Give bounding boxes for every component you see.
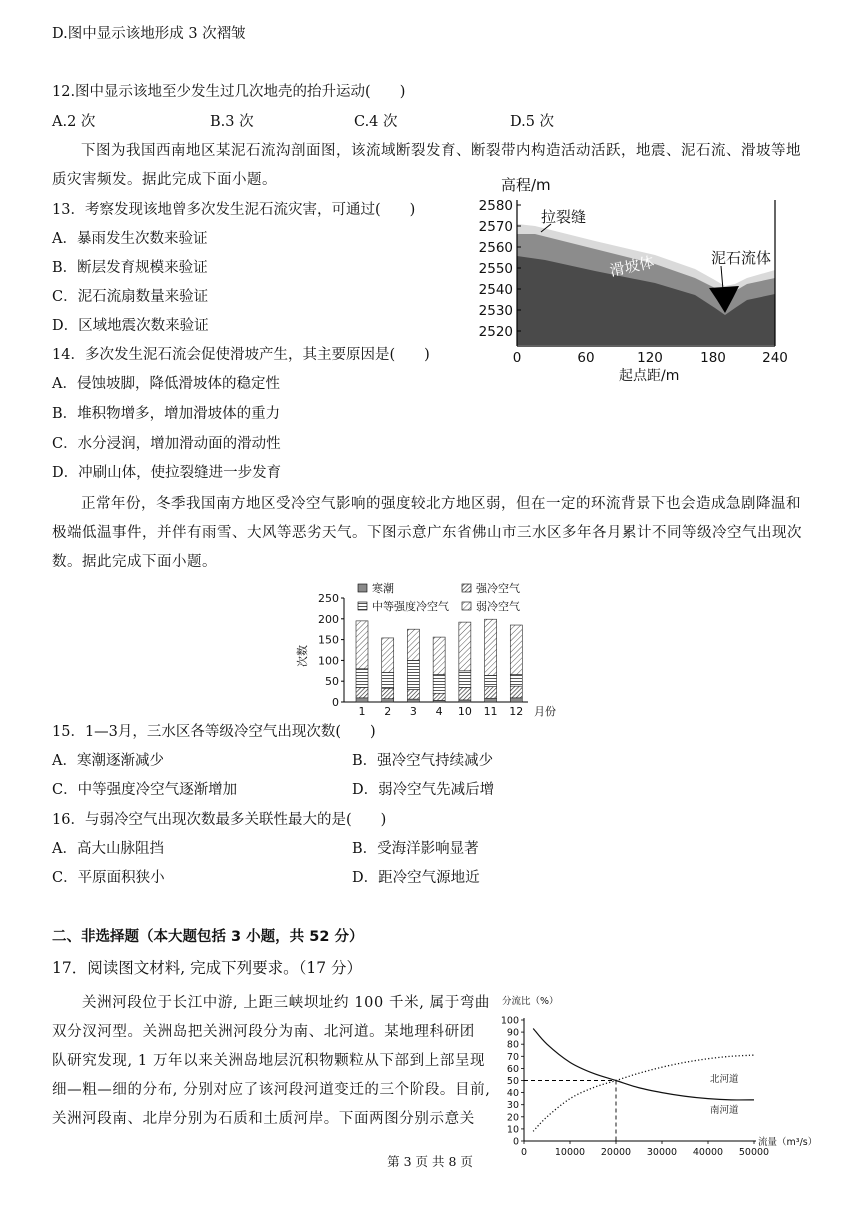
q12-stem: 12.图中显示该地至少发生过几次地壳的抬升运动( ) xyxy=(52,84,406,100)
line-y-tick-label: 80 xyxy=(506,1039,519,1051)
q13-stem: 13．考察发现该地曾多次发生泥石流灾害，可通过( ) xyxy=(52,202,416,218)
q16-option-a: A．高大山脉阻挡 xyxy=(52,841,164,857)
q13-option-d: D．区域地震次数来验证 xyxy=(52,318,209,334)
bar-x-tick-label: 11 xyxy=(483,705,498,718)
q12-option-c: C.4 次 xyxy=(354,114,398,130)
line-x-tick-label: 50000 xyxy=(738,1147,770,1158)
series-label-south: 南河道 xyxy=(710,1105,739,1116)
bar-segment xyxy=(382,638,394,673)
debris-flow-profile-figure xyxy=(475,170,805,382)
bar-x-tick-label: 3 xyxy=(409,705,417,718)
bar-segment xyxy=(459,700,471,702)
q14-stem: 14．多次发生泥石流会促使滑坡产生，其主要原因是( ) xyxy=(52,347,430,363)
q13-option-b: B．断层发育规模来验证 xyxy=(52,260,208,276)
profile-y-tick: 2550 xyxy=(478,261,513,277)
bar-y-tick-label: 0 xyxy=(332,696,339,709)
bar-segment xyxy=(356,687,368,697)
bar-y-tick-label: 250 xyxy=(318,592,339,605)
profile-y-tick: 2560 xyxy=(478,240,513,256)
diversion-ratio-line-chart xyxy=(494,990,820,1170)
bar-segment xyxy=(510,698,522,702)
page-footer: 第 3 页 共 8 页 xyxy=(387,1154,473,1169)
q15-option-a: A．寒潮逐渐减少 xyxy=(52,753,164,769)
bar-segment xyxy=(459,622,471,671)
q14-option-c: C．水分浸润，增加滑动面的滑动性 xyxy=(52,436,281,452)
line-chart-ylabel: 分流比（%） xyxy=(502,996,559,1007)
bar-segment xyxy=(510,686,522,698)
bar-segment xyxy=(382,672,394,688)
line-y-tick-label: 70 xyxy=(506,1051,519,1063)
bar-segment xyxy=(510,675,522,687)
intro-13-14: 下图为我国西南地区某泥石流沟剖面图，该流域断裂发育、断裂带内构造活动活跃，地震、泥石流、滑坡等地质灾害频发。据此完成下面小题。 xyxy=(52,143,801,188)
landslide-label: 滑坡体 xyxy=(608,252,656,280)
bar-x-tick-label: 12 xyxy=(509,705,524,718)
bar-segment xyxy=(356,698,368,702)
bar-segment xyxy=(510,625,522,675)
line-y-tick-label: 0 xyxy=(512,1136,519,1148)
profile-y-tick: 2540 xyxy=(478,282,513,298)
q17-line: 队研究发现, 1 万年以来关洲岛地层沉积物颗粒从下部到上部呈现 xyxy=(52,1053,486,1069)
bar-segment xyxy=(433,675,445,694)
bar-chart-legend xyxy=(358,581,520,613)
bar-y-tick-label: 200 xyxy=(318,612,339,626)
q15-stem: 15．1—3月，三水区各等级冷空气出现次数( ) xyxy=(52,724,376,740)
q13-option-a: A．暴雨发生次数来验证 xyxy=(52,231,208,247)
profile-x-tick: 240 xyxy=(762,350,788,366)
profile-y-axis-label: 高程/m xyxy=(501,176,551,194)
bar-x-tick-label: 1 xyxy=(358,705,366,718)
q12-option-d: D.5 次 xyxy=(510,114,555,130)
line-x-tick-label: 0 xyxy=(520,1147,528,1158)
intro-15-16: 正常年份，冬季我国南方地区受冷空气影响的强度较北方地区弱，但在一定的环流背景下也会造成急剧降温和极端低温事件，并伴有雨雪、大风等恶劣天气。下图示意广东省佛山市三水区多年各月累计不同等级冷空气出现次数。据此完成下面小题。 xyxy=(52,496,802,570)
line-y-tick-label: 90 xyxy=(506,1027,519,1039)
q17-stem: 17．阅读图文材料, 完成下列要求。（17 分） xyxy=(52,959,362,977)
q17-line: 关洲河段位于长江中游, 上距三峡坝址约 100 千米, 属于弯曲 xyxy=(82,995,491,1011)
bar-segment xyxy=(485,675,497,686)
q16-stem: 16．与弱冷空气出现次数最多关联性最大的是( ) xyxy=(52,812,387,828)
line-x-tick-label: 30000 xyxy=(646,1147,678,1158)
q12-option-a: A.2 次 xyxy=(52,114,96,130)
q12-option-b: B.3 次 xyxy=(210,114,254,130)
series-label-north: 北河道 xyxy=(710,1074,739,1085)
profile-y-tick: 2570 xyxy=(478,219,513,235)
bar-y-tick-label: 100 xyxy=(318,654,339,668)
q15-option-b: B．强冷空气持续减少 xyxy=(352,753,494,769)
legend-label: 弱冷空气 xyxy=(476,600,520,613)
q16-option-d: D．距冷空气源地近 xyxy=(352,870,480,886)
q17-line: 关洲河段南、北岸分别为石质和土质河岸。下面两图分别示意关 xyxy=(52,1111,475,1127)
q14-option-d: D．冲刷山体，使拉裂缝进一步发育 xyxy=(52,465,282,481)
line-y-tick-label: 100 xyxy=(500,1015,519,1027)
bar-segment xyxy=(433,637,445,674)
bar-segment xyxy=(485,698,497,702)
q15-option-d: D．弱冷空气先减后增 xyxy=(352,782,495,798)
q17-line: 细—粗—细的分布, 分别对应了该河段河道变迁的三个阶段。目前, xyxy=(52,1082,491,1098)
crack-label: 拉裂缝 xyxy=(541,208,587,226)
bar-segment xyxy=(407,660,419,689)
bar-chart-xlabel-suffix: 月份 xyxy=(534,705,556,718)
line-x-tick-label: 40000 xyxy=(692,1147,724,1158)
bar-segment xyxy=(459,671,471,688)
line-y-tick-label: 40 xyxy=(506,1088,519,1100)
cold-air-stacked-bar-chart xyxy=(296,578,566,718)
south-channel-series-line xyxy=(533,1028,754,1099)
profile-x-tick: 0 xyxy=(512,350,522,366)
legend-label: 强冷空气 xyxy=(476,582,520,595)
q13-option-c: C．泥石流扇数量来验证 xyxy=(52,289,209,305)
legend-label: 寒潮 xyxy=(372,582,394,595)
bar-chart-ylabel: 次数 xyxy=(296,645,309,667)
bar-segment xyxy=(407,699,419,702)
line-x-tick-label: 10000 xyxy=(554,1147,586,1158)
line-y-tick-label: 50 xyxy=(506,1076,519,1087)
bar-x-tick-label: 2 xyxy=(384,705,392,718)
bar-segment xyxy=(407,629,419,660)
debris-label: 泥石流体 xyxy=(711,249,772,267)
bar-segment xyxy=(382,688,394,698)
bar-segment xyxy=(382,699,394,702)
profile-y-tick: 2530 xyxy=(478,303,513,319)
q15-option-c: C．中等强度冷空气逐渐增加 xyxy=(52,782,238,798)
bar-segment xyxy=(407,690,419,700)
legend-label: 中等强度冷空气 xyxy=(372,600,449,613)
q17-line: 双分汊河型。关洲岛把关洲河段分为南、北河道。某地理科研团 xyxy=(52,1024,475,1040)
q16-option-c: C．平原面积狭小 xyxy=(52,870,165,886)
bar-x-tick-label: 4 xyxy=(435,705,443,718)
profile-y-tick: 2520 xyxy=(478,324,513,340)
line-y-tick-label: 30 xyxy=(506,1100,519,1112)
bar-segment xyxy=(459,687,471,699)
bar-segment xyxy=(485,687,497,699)
profile-x-tick: 180 xyxy=(700,350,726,366)
profile-x-tick: 60 xyxy=(577,350,595,366)
line-y-tick-label: 10 xyxy=(506,1124,519,1136)
profile-x-tick: 120 xyxy=(637,350,663,366)
q11-option-d: D.图中显示该地形成 3 次褶皱 xyxy=(52,26,246,42)
bar-y-tick-label: 150 xyxy=(318,633,339,647)
line-x-tick-label: 20000 xyxy=(600,1147,632,1158)
q16-option-b: B．受海洋影响显著 xyxy=(352,841,479,857)
line-y-tick-label: 20 xyxy=(506,1112,519,1124)
q14-option-b: B．堆积物增多，增加滑坡体的重力 xyxy=(52,406,281,422)
north-channel-series-line xyxy=(533,1055,754,1131)
q14-option-a: A．侵蚀坡脚，降低滑坡体的稳定性 xyxy=(52,376,280,392)
line-chart-xlabel: 流量（m³/s） xyxy=(758,1137,818,1148)
bar-segment xyxy=(356,621,368,669)
line-y-tick-label: 60 xyxy=(506,1063,519,1075)
profile-y-tick: 2580 xyxy=(478,198,513,214)
bar-segment xyxy=(356,669,368,688)
bar-x-tick-label: 10 xyxy=(457,705,472,718)
profile-x-axis-label: 起点距/m xyxy=(619,368,680,382)
bar-segment xyxy=(485,619,497,675)
bar-y-tick-label: 50 xyxy=(325,675,339,689)
bar-segment xyxy=(433,693,445,700)
section2-title: 二、非选择题（本大题包括 3 小题，共 52 分） xyxy=(52,929,364,945)
